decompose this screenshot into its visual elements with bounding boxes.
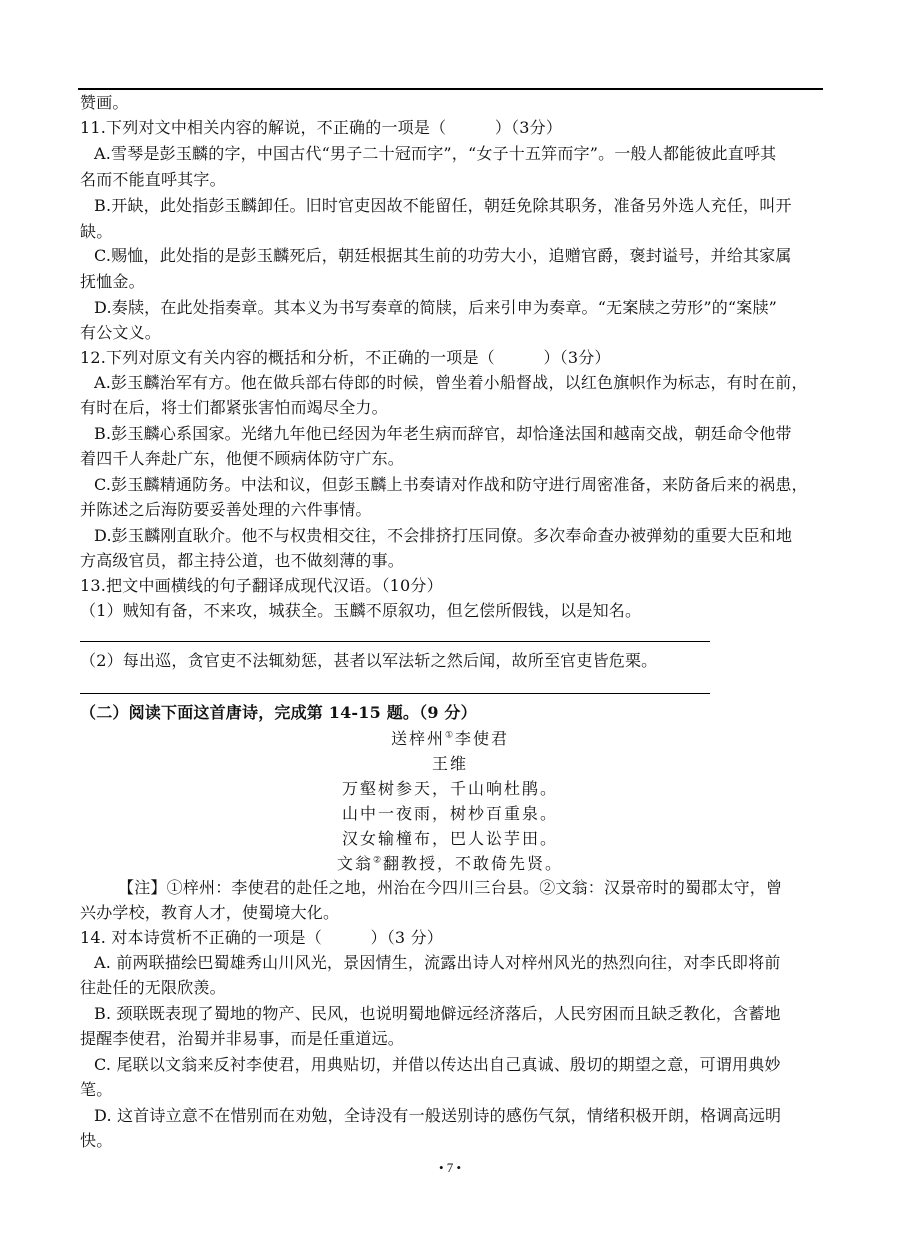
footnote-mark-2: ② — [372, 855, 384, 866]
poem-note-cont: 兴办学校，教育人才，使蜀境大化。 — [80, 903, 340, 922]
translate-sentence-2: （2）每出巡，贪官吏不法辄劾惩，甚者以军法斩之然后闻，故所至官吏皆危栗。 — [80, 651, 658, 670]
text-line: 赞画。 — [80, 93, 129, 112]
option-12a-cont: 有时在后，将士们都紧张害怕而竭尽全力。 — [80, 398, 388, 417]
question-13: 13.把文中画横线的句子翻译成现代汉语。（10分） — [80, 576, 443, 595]
option-14a-cont: 往赴任的无限欣羡。 — [80, 978, 226, 997]
footnote-mark-1: ① — [444, 730, 456, 741]
option-14d: D. 这首诗立意不在惜别而在劝勉，全诗没有一般送别诗的感伤气氛，情绪积极开朗，格调高远明 — [94, 1106, 782, 1125]
poem-line-4 — [0, 853, 900, 875]
option-11a-cont: 名而不能直呼其字。 — [80, 170, 226, 189]
option-11d-cont: 有公文义。 — [80, 323, 162, 342]
poem-line-3: 汉女输橦布，巴人讼芋田。 — [341, 829, 558, 848]
poem-note: 【注】①梓州：李使君的赴任之地，州治在今四川三台县。②文翁：汉景帝时的蜀郡太守，曾 — [118, 878, 783, 897]
option-11b-cont: 缺。 — [80, 222, 113, 241]
question-12: 12.下列对原文有关内容的概括和分析，不正确的一项是（ ）（3分） — [80, 348, 611, 367]
poem-title-text: 送梓州 — [390, 729, 445, 748]
option-11c-cont: 抚恤金。 — [80, 272, 145, 291]
option-14b-cont: 提醒李使君，治蜀并非易事，而是任重道远。 — [80, 1029, 405, 1048]
poem-author: 王维 — [431, 754, 468, 773]
poem-line-4-a: 文翁 — [336, 854, 373, 873]
poem-line-1: 万壑树参天，千山响杜鹃。 — [341, 779, 558, 798]
option-12d-cont: 方高级官员，都主持公道，也不做刻薄的事。 — [80, 551, 405, 570]
option-12b: B.彭玉麟心系国家。光绪九年他已经因为年老生病而辞官，却恰逢法国和越南交战，朝廷命令他带 — [94, 424, 792, 443]
option-12b-cont: 着四千人奔赴广东，他便不顾病体防守广东。 — [80, 449, 405, 468]
answer-line-1[interactable] — [80, 641, 710, 642]
option-12c-cont: 并陈述之后海防要妥善处理的六件事情。 — [80, 500, 372, 519]
poem-line-4-b: 翻教授，不敢倚先贤。 — [383, 854, 564, 873]
option-14d-cont: 快。 — [80, 1131, 113, 1150]
option-14c: C. 尾联以文翁来反衬李使君，用典贴切，并借以传达出自己真诚、殷切的期望之意，可谓用典妙 — [94, 1055, 781, 1074]
question-14: 14. 对本诗赏析不正确的一项是（ ）（3 分） — [80, 928, 443, 947]
option-11b: B.开缺，此处指彭玉麟卸任。旧时官吏因故不能留任，朝廷免除其职务，准备另外选人充任，叫开 — [94, 196, 792, 215]
option-14c-cont: 笔。 — [80, 1080, 113, 1099]
option-11a: A.雪琴是彭玉麟的字，中国古代“男子二十冠而字”，“女子十五笄而字”。一般人都能彼此直呼其 — [94, 144, 777, 163]
page-number: • 7 • — [438, 1160, 462, 1175]
poem-line-2: 山中一夜雨，树杪百重泉。 — [341, 804, 558, 823]
option-12c: C.彭玉麟精通防务。中法和议，但彭玉麟上书奏请对作战和防守进行周密准备，来防备后来的祸患， — [94, 475, 808, 494]
option-11d: D.奏牍，在此处指奏章。其本义为书写奏章的简牍，后来引申为奏章。“无案牍之劳形”的“案牍” — [94, 298, 778, 317]
option-14b: B. 颈联既表现了蜀地的物产、民风，也说明蜀地僻远经济落后，人民穷困而且缺乏教化，含蓄地 — [94, 1004, 781, 1023]
option-12d: D.彭玉麟刚直耿介。他不与权贵相交往，不会排挤打压同僚。多次奉命查办被弹劾的重要大臣和地 — [94, 526, 793, 545]
answer-line-2[interactable] — [80, 693, 710, 694]
option-12a: A.彭玉麟治军有方。他在做兵部右侍郎的时候，曾坐着小船督战，以红色旗帜作为标志，有时在前， — [94, 373, 808, 392]
translate-sentence-1: （1）贼知有备，不来攻，城获全。玉麟不原叙功，但乞偿所假钱，以是知名。 — [80, 601, 642, 620]
option-14a: A. 前两联描绘巴蜀雄秀山川风光，景因情生，流露出诗人对梓州风光的热烈向往，对李氏即将前 — [94, 953, 781, 972]
poem-title — [0, 728, 900, 750]
question-11: 11.下列对文中相关内容的解说，不正确的一项是（ ）（3分） — [80, 118, 563, 137]
header-rule — [78, 88, 823, 90]
poem-title-text-rest: 李使君 — [455, 729, 510, 748]
option-11c: C.赐恤，此处指的是彭玉麟死后，朝廷根据其生前的功劳大小，追赠官爵，褒封谥号，并给其家属 — [94, 246, 792, 265]
section-2-heading: （二）阅读下面这首唐诗，完成第 14-15 题。（9 分） — [80, 703, 477, 722]
